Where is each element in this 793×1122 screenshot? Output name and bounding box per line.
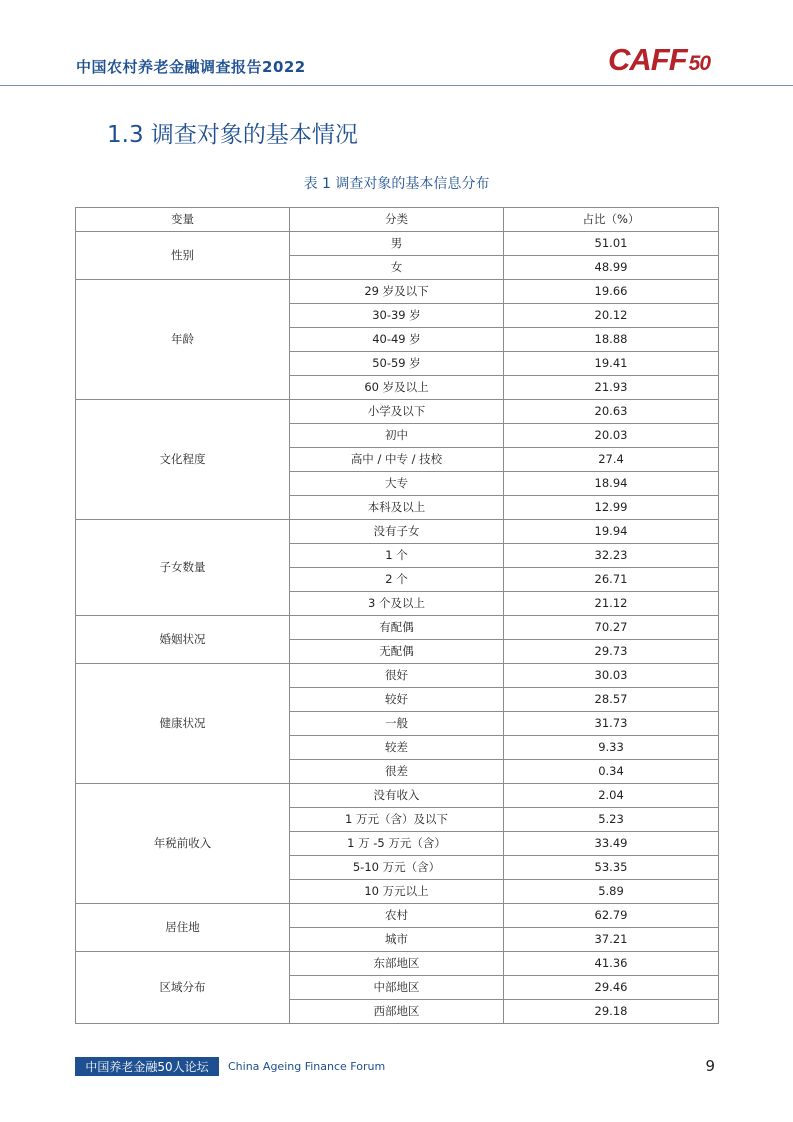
percentage-cell: 21.93 — [504, 376, 719, 400]
category-cell: 本科及以上 — [290, 496, 504, 520]
category-cell: 没有收入 — [290, 784, 504, 808]
percentage-cell: 30.03 — [504, 664, 719, 688]
category-cell: 女 — [290, 256, 504, 280]
category-cell: 很好 — [290, 664, 504, 688]
percentage-cell: 20.12 — [504, 304, 719, 328]
logo-text: CAFF — [608, 42, 687, 77]
category-cell: 没有子女 — [290, 520, 504, 544]
header-category: 分类 — [290, 208, 504, 232]
header-percentage: 占比（%） — [504, 208, 719, 232]
percentage-cell: 27.4 — [504, 448, 719, 472]
table-row — [76, 616, 719, 640]
percentage-cell: 2.04 — [504, 784, 719, 808]
percentage-cell: 19.66 — [504, 280, 719, 304]
percentage-cell: 37.21 — [504, 928, 719, 952]
category-cell: 城市 — [290, 928, 504, 952]
percentage-cell: 29.46 — [504, 976, 719, 1000]
table-row — [76, 952, 719, 976]
category-cell: 中部地区 — [290, 976, 504, 1000]
table-row — [76, 904, 719, 928]
percentage-cell: 20.63 — [504, 400, 719, 424]
percentage-cell: 62.79 — [504, 904, 719, 928]
category-cell: 初中 — [290, 424, 504, 448]
variable-cell: 年税前收入 — [76, 784, 290, 904]
header-divider — [0, 85, 793, 86]
category-cell: 1 万元（含）及以下 — [290, 808, 504, 832]
percentage-cell: 0.34 — [504, 760, 719, 784]
variable-cell: 性别 — [76, 232, 290, 280]
table-row — [76, 520, 719, 544]
footer-org-badge: 中国养老金融50人论坛 — [75, 1057, 219, 1076]
category-cell: 较好 — [290, 688, 504, 712]
table-row — [76, 400, 719, 424]
category-cell: 男 — [290, 232, 504, 256]
category-cell: 高中 / 中专 / 技校 — [290, 448, 504, 472]
category-cell: 3 个及以上 — [290, 592, 504, 616]
report-title: 中国农村养老金融调查报告2022 — [76, 58, 306, 76]
table-body — [76, 232, 719, 1024]
percentage-cell: 19.41 — [504, 352, 719, 376]
percentage-cell: 53.35 — [504, 856, 719, 880]
percentage-cell: 18.94 — [504, 472, 719, 496]
category-cell: 1 个 — [290, 544, 504, 568]
category-cell: 很差 — [290, 760, 504, 784]
category-cell: 较差 — [290, 736, 504, 760]
percentage-cell: 5.23 — [504, 808, 719, 832]
category-cell: 小学及以下 — [290, 400, 504, 424]
table-row — [76, 664, 719, 688]
percentage-cell: 31.73 — [504, 712, 719, 736]
footer-org-english: China Ageing Finance Forum — [228, 1060, 386, 1073]
variable-cell: 子女数量 — [76, 520, 290, 616]
percentage-cell: 9.33 — [504, 736, 719, 760]
section-title: 1.3 调查对象的基本情况 — [107, 122, 358, 148]
logo-number: 50 — [688, 52, 711, 75]
category-cell: 大专 — [290, 472, 504, 496]
category-cell: 50-59 岁 — [290, 352, 504, 376]
category-cell: 30-39 岁 — [290, 304, 504, 328]
category-cell: 农村 — [290, 904, 504, 928]
category-cell: 40-49 岁 — [290, 328, 504, 352]
category-cell: 东部地区 — [290, 952, 504, 976]
percentage-cell: 19.94 — [504, 520, 719, 544]
variable-cell: 区域分布 — [76, 952, 290, 1024]
percentage-cell: 48.99 — [504, 256, 719, 280]
category-cell: 10 万元以上 — [290, 880, 504, 904]
percentage-cell: 33.49 — [504, 832, 719, 856]
variable-cell: 婚姻状况 — [76, 616, 290, 664]
percentage-cell: 5.89 — [504, 880, 719, 904]
category-cell: 1 万 -5 万元（含） — [290, 832, 504, 856]
percentage-cell: 28.57 — [504, 688, 719, 712]
variable-cell: 健康状况 — [76, 664, 290, 784]
category-cell: 60 岁及以上 — [290, 376, 504, 400]
table-caption: 表 1 调查对象的基本信息分布 — [303, 176, 490, 192]
category-cell: 西部地区 — [290, 1000, 504, 1024]
percentage-cell: 70.27 — [504, 616, 719, 640]
caff50-logo — [608, 44, 710, 75]
category-cell: 有配偶 — [290, 616, 504, 640]
category-cell: 5-10 万元（含） — [290, 856, 504, 880]
percentage-cell: 26.71 — [504, 568, 719, 592]
header-variable: 变量 — [76, 208, 290, 232]
table-row — [76, 232, 719, 256]
percentage-cell: 51.01 — [504, 232, 719, 256]
page-number: 9 — [705, 1057, 715, 1075]
table-row — [76, 280, 719, 304]
variable-cell: 年龄 — [76, 280, 290, 400]
percentage-cell: 21.12 — [504, 592, 719, 616]
table-row — [76, 784, 719, 808]
variable-cell: 居住地 — [76, 904, 290, 952]
percentage-cell: 20.03 — [504, 424, 719, 448]
category-cell: 无配偶 — [290, 640, 504, 664]
category-cell: 一般 — [290, 712, 504, 736]
percentage-cell: 29.73 — [504, 640, 719, 664]
percentage-cell: 29.18 — [504, 1000, 719, 1024]
category-cell: 2 个 — [290, 568, 504, 592]
table-header-row — [76, 208, 719, 232]
percentage-cell: 41.36 — [504, 952, 719, 976]
variable-cell: 文化程度 — [76, 400, 290, 520]
percentage-cell: 32.23 — [504, 544, 719, 568]
percentage-cell: 18.88 — [504, 328, 719, 352]
percentage-cell: 12.99 — [504, 496, 719, 520]
category-cell: 29 岁及以下 — [290, 280, 504, 304]
basic-info-table — [75, 207, 719, 1024]
